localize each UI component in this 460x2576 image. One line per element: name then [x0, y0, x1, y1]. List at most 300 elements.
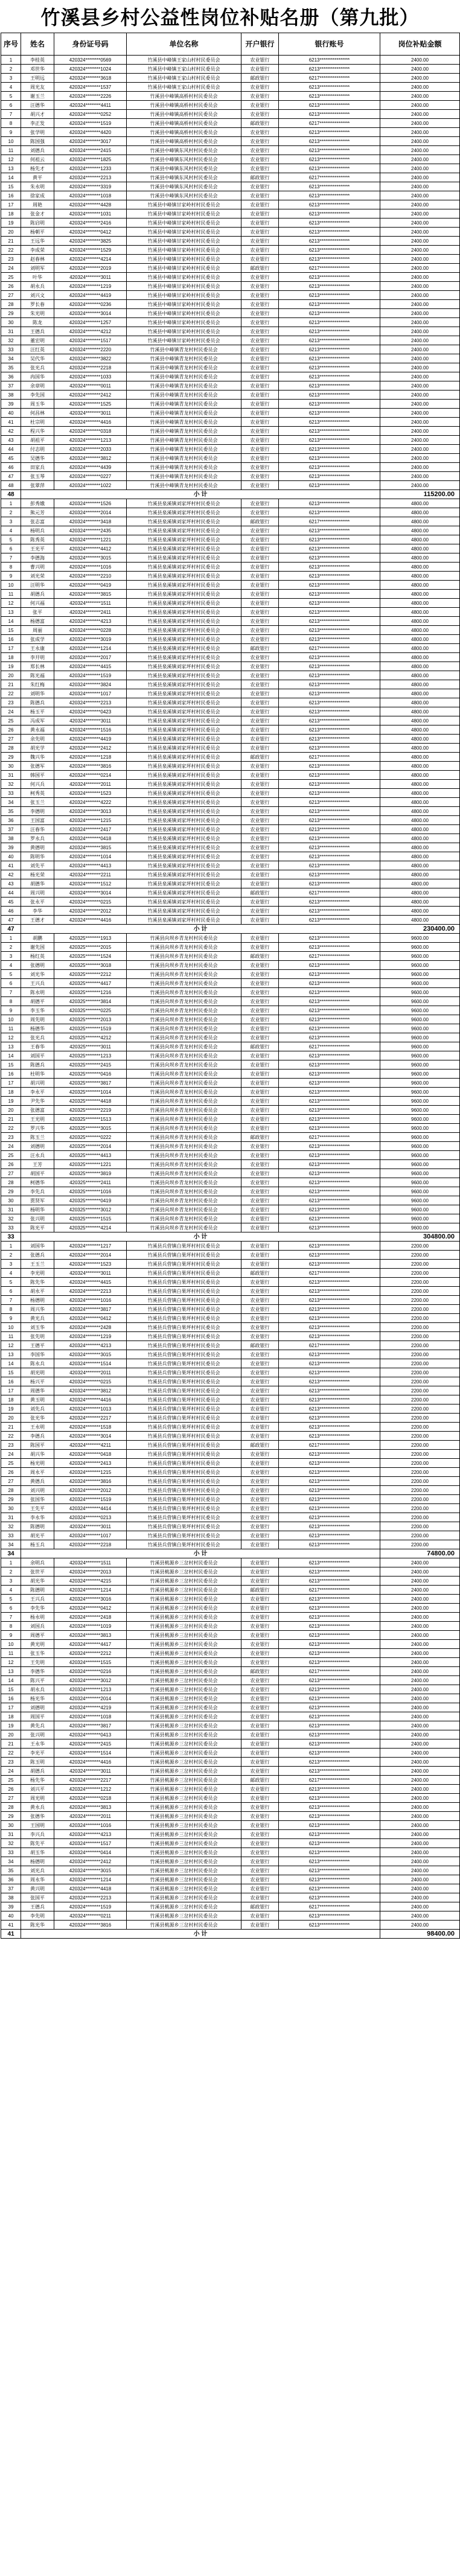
- cell-amount: 4800.00: [380, 780, 460, 789]
- cell-index: 3: [1, 1260, 21, 1269]
- cell-id-number: 420325********0416: [54, 1070, 127, 1079]
- cell-bank: 农业银行: [241, 771, 279, 780]
- cell-bank: 农业银行: [241, 852, 279, 861]
- cell-index: 6: [1, 544, 21, 553]
- cell-account: 6213****************: [279, 1097, 380, 1106]
- cell-id-number: 420324********1221: [54, 535, 127, 544]
- cell-name: 张永平: [21, 897, 54, 907]
- cell-index: 24: [1, 1767, 21, 1776]
- cell-id-number: 420324********4411: [54, 101, 127, 110]
- cell-name: 田家兵: [21, 463, 54, 472]
- cell-index: 3: [1, 1577, 21, 1586]
- cell-bank: 农业银行: [241, 1051, 279, 1060]
- cell-unit: 竹溪县中峰镇青龙村村民委员会: [127, 472, 241, 481]
- subtotal-row: [1, 1549, 460, 1558]
- cell-unit: 竹溪县泉溪镇刘家坪村村民委员会: [127, 861, 241, 870]
- cell-account: 6213****************: [279, 83, 380, 92]
- cell-unit: 竹溪县兵营镇白果坪村村民委员会: [127, 1486, 241, 1495]
- cell-amount: 2400.00: [380, 409, 460, 418]
- cell-id-number: 420324********2014: [54, 1694, 127, 1703]
- cell-unit: 竹溪县桃源乡三岔村村民委员会: [127, 1730, 241, 1739]
- cell-id-number: 420324********1519: [54, 119, 127, 128]
- cell-bank: 农业银行: [241, 970, 279, 979]
- table-row: [1, 1884, 460, 1893]
- table-row: [1, 961, 460, 970]
- cell-name: 张德富: [21, 1106, 54, 1115]
- cell-bank: 农业银行: [241, 1921, 279, 1930]
- cell-id-number: 420324********1214: [54, 1875, 127, 1884]
- cell-name: 李兴兵: [21, 1830, 54, 1839]
- cell-amount: 2400.00: [380, 164, 460, 173]
- cell-index: 10: [1, 1015, 21, 1024]
- cell-amount: 4800.00: [380, 544, 460, 553]
- cell-id-number: 420324********1016: [54, 563, 127, 572]
- cell-bank: 农业银行: [241, 1522, 279, 1531]
- cell-unit: 竹溪县泉溪镇刘家坪村村民委员会: [127, 888, 241, 897]
- table-row: [1, 1115, 460, 1124]
- table-row: [1, 1658, 460, 1667]
- cell-name: 柯秀英: [21, 789, 54, 798]
- cell-amount: 2400.00: [380, 237, 460, 246]
- cell-account: 6213****************: [279, 1830, 380, 1839]
- cell-account: 6213****************: [279, 635, 380, 644]
- cell-bank: 农业银行: [241, 599, 279, 608]
- cell-id-number: 420325********4212: [54, 1033, 127, 1042]
- cell-account: 6213****************: [279, 1884, 380, 1893]
- cell-id-number: 420324********3815: [54, 590, 127, 599]
- cell-name: 陈龙: [21, 318, 54, 327]
- cell-account: 6213****************: [279, 997, 380, 1006]
- cell-bank: 农业银行: [241, 934, 279, 943]
- table-row: [1, 309, 460, 318]
- cell-account: 6213****************: [279, 1622, 380, 1631]
- subtotal-label: 小 计: [21, 490, 380, 499]
- cell-bank: 农业银行: [241, 572, 279, 581]
- cell-unit: 竹溪县向坝乡青龙村村民委员会: [127, 988, 241, 997]
- cell-bank: 农业银行: [241, 1033, 279, 1042]
- cell-bank: 农业银行: [241, 907, 279, 916]
- cell-unit: 竹溪县兵营镇白果坪村村民委员会: [127, 1386, 241, 1395]
- cell-index: 16: [1, 635, 21, 644]
- cell-bank: 农业银行: [241, 1649, 279, 1658]
- cell-id-number: 420324********1825: [54, 155, 127, 164]
- cell-amount: 2400.00: [380, 1567, 460, 1577]
- table-row: [1, 173, 460, 182]
- cell-unit: 竹溪县中峰镇高桥村村民委员会: [127, 110, 241, 119]
- table-row: [1, 409, 460, 418]
- table-row: [1, 979, 460, 988]
- cell-name: 黄德兵: [21, 1477, 54, 1486]
- cell-index: 22: [1, 1749, 21, 1758]
- cell-account: 6213****************: [279, 1359, 380, 1368]
- cell-name: 胡国平: [21, 1169, 54, 1178]
- table-row: [1, 644, 460, 653]
- cell-name: 李玉华: [21, 1006, 54, 1015]
- cell-index: 30: [1, 1821, 21, 1830]
- cell-amount: 4800.00: [380, 599, 460, 608]
- cell-unit: 竹溪县泉溪镇刘家坪村村民委员会: [127, 825, 241, 834]
- cell-index: 8: [1, 1622, 21, 1631]
- cell-name: 刘明军: [21, 264, 54, 273]
- cell-amount: 9600.00: [380, 1033, 460, 1042]
- cell-index: 10: [1, 1640, 21, 1649]
- cell-id-number: 420325********1216: [54, 988, 127, 997]
- cell-id-number: 420325********1519: [54, 1024, 127, 1033]
- table-row: [1, 1332, 460, 1341]
- cell-name: 陈光华: [21, 1921, 54, 1930]
- cell-name: 黄光明: [21, 1640, 54, 1649]
- cell-amount: 2400.00: [380, 318, 460, 327]
- cell-account: 6213****************: [279, 1151, 380, 1160]
- cell-unit: 竹溪县兵营镇白果坪村村民委员会: [127, 1540, 241, 1549]
- cell-index: 8: [1, 563, 21, 572]
- cell-unit: 竹溪县泉溪镇刘家坪村村民委员会: [127, 879, 241, 888]
- cell-index: 37: [1, 1884, 21, 1893]
- table-row: [1, 1251, 460, 1260]
- cell-amount: 2400.00: [380, 454, 460, 463]
- cell-bank: 农业银行: [241, 1359, 279, 1368]
- cell-unit: 竹溪县向坝乡青龙村村民委员会: [127, 1088, 241, 1097]
- cell-index: 13: [1, 608, 21, 617]
- cell-account: 6213****************: [279, 155, 380, 164]
- cell-name: 张国华: [21, 1495, 54, 1504]
- cell-unit: 竹溪县中峰镇东风村村民委员会: [127, 146, 241, 155]
- cell-id-number: 420325********1513: [54, 1115, 127, 1124]
- cell-unit: 竹溪县桃源乡三岔村村民委员会: [127, 1821, 241, 1830]
- cell-name: 刘光荣: [21, 572, 54, 581]
- cell-amount: 4800.00: [380, 907, 460, 916]
- cell-unit: 竹溪县中峰镇青龙村村民委员会: [127, 463, 241, 472]
- col-header-account: 银行账号: [279, 33, 380, 56]
- cell-id-number: 420325********1221: [54, 1160, 127, 1169]
- cell-id-number: 420324********3822: [54, 354, 127, 363]
- table-row: [1, 445, 460, 454]
- cell-account: 6213****************: [279, 1911, 380, 1921]
- table-row: [1, 1160, 460, 1169]
- cell-bank: 邮政银行: [241, 1441, 279, 1450]
- cell-account: 6217****************: [279, 1667, 380, 1676]
- cell-account: 6213****************: [279, 870, 380, 879]
- cell-id-number: 420324********4439: [54, 463, 127, 472]
- cell-bank: 农业银行: [241, 762, 279, 771]
- cell-bank: 农业银行: [241, 1513, 279, 1522]
- table-row: [1, 418, 460, 427]
- cell-amount: 2400.00: [380, 155, 460, 164]
- cell-index: 20: [1, 1414, 21, 1423]
- cell-unit: 竹溪县中峰镇甘家岭村村民委员会: [127, 209, 241, 218]
- cell-index: 26: [1, 1785, 21, 1794]
- cell-name: 李桂英: [21, 56, 54, 65]
- cell-amount: 2400.00: [380, 1676, 460, 1685]
- cell-account: 6217****************: [279, 173, 380, 182]
- cell-id-number: 420325********3018: [54, 961, 127, 970]
- cell-id-number: 420324********1526: [54, 499, 127, 508]
- cell-amount: 2200.00: [380, 1459, 460, 1468]
- cell-name: 杨兴平: [21, 1377, 54, 1386]
- cell-id-number: 420324********2017: [54, 653, 127, 662]
- cell-index: 22: [1, 689, 21, 698]
- cell-id-number: 420324********0227: [54, 472, 127, 481]
- table-row: [1, 1441, 460, 1450]
- cell-amount: 2200.00: [380, 1341, 460, 1350]
- cell-bank: 农业银行: [241, 1178, 279, 1187]
- cell-unit: 竹溪县泉溪镇刘家坪村村民委员会: [127, 680, 241, 689]
- cell-bank: 农业银行: [241, 1558, 279, 1567]
- cell-id-number: 420324********4418: [54, 1884, 127, 1893]
- cell-amount: 4800.00: [380, 707, 460, 716]
- cell-bank: 农业银行: [241, 400, 279, 409]
- cell-account: 6213****************: [279, 807, 380, 816]
- cell-index: 23: [1, 1133, 21, 1142]
- cell-account: 6213****************: [279, 771, 380, 780]
- cell-bank: 农业银行: [241, 345, 279, 354]
- table-row: [1, 671, 460, 680]
- cell-index: 5: [1, 1595, 21, 1604]
- cell-name: 余明兵: [21, 1558, 54, 1567]
- cell-index: 1: [1, 1558, 21, 1567]
- cell-index: 48: [1, 481, 21, 490]
- cell-account: 6213****************: [279, 1758, 380, 1767]
- cell-account: 6213****************: [279, 255, 380, 264]
- cell-bank: 农业银行: [241, 372, 279, 381]
- cell-amount: 2200.00: [380, 1414, 460, 1423]
- cell-unit: 竹溪县中峰镇甘家岭村村民委员会: [127, 228, 241, 237]
- cell-id-number: 420325********0225: [54, 1006, 127, 1015]
- cell-bank: 农业银行: [241, 1821, 279, 1830]
- cell-amount: 9600.00: [380, 1024, 460, 1033]
- cell-name: 刘德明: [21, 1703, 54, 1712]
- cell-account: 6213****************: [279, 1685, 380, 1694]
- cell-amount: 2400.00: [380, 74, 460, 83]
- cell-id-number: 420324********1514: [54, 1749, 127, 1758]
- cell-id-number: 420324********1022: [54, 481, 127, 490]
- cell-name: 胡光明: [21, 1368, 54, 1377]
- cell-id-number: 420324********4222: [54, 798, 127, 807]
- cell-name: 胡德华: [21, 879, 54, 888]
- cell-unit: 竹溪县泉溪镇刘家坪村村民委员会: [127, 753, 241, 762]
- cell-name: 胡德平: [21, 997, 54, 1006]
- cell-index: 7: [1, 1613, 21, 1622]
- cell-unit: 竹溪县桃源乡三岔村村民委员会: [127, 1567, 241, 1577]
- cell-amount: 4800.00: [380, 825, 460, 834]
- cell-unit: 竹溪县向坝乡青龙村村民委员会: [127, 1097, 241, 1106]
- cell-name: 胡德兵: [21, 1767, 54, 1776]
- cell-id-number: 420324********0414: [54, 1848, 127, 1857]
- cell-unit: 竹溪县桃源乡三岔村村民委员会: [127, 1658, 241, 1667]
- table-row: [1, 65, 460, 74]
- cell-bank: 农业银行: [241, 418, 279, 427]
- cell-amount: 9600.00: [380, 970, 460, 979]
- cell-id-number: 420324********3012: [54, 1676, 127, 1685]
- cell-id-number: 420324********1512: [54, 879, 127, 888]
- cell-id-number: 420324********0569: [54, 56, 127, 65]
- cell-name: 张玉兰: [21, 798, 54, 807]
- cell-index: 20: [1, 228, 21, 237]
- cell-amount: 2400.00: [380, 1577, 460, 1586]
- cell-unit: 竹溪县泉溪镇刘家坪村村民委员会: [127, 707, 241, 716]
- cell-bank: 农业银行: [241, 1712, 279, 1721]
- cell-unit: 竹溪县中峰镇东风村村民委员会: [127, 182, 241, 191]
- cell-name: 魏兴华: [21, 753, 54, 762]
- cell-id-number: 420324********0011: [54, 381, 127, 391]
- cell-amount: 9600.00: [380, 1115, 460, 1124]
- cell-amount: 2400.00: [380, 1866, 460, 1875]
- cell-index: 19: [1, 1404, 21, 1414]
- cell-index: 39: [1, 400, 21, 409]
- cell-index: 4: [1, 961, 21, 970]
- cell-account: 6213****************: [279, 1875, 380, 1884]
- cell-bank: 农业银行: [241, 182, 279, 191]
- cell-name: 李先兵: [21, 1187, 54, 1196]
- cell-index: 41: [1, 861, 21, 870]
- cell-index: 30: [1, 762, 21, 771]
- cell-account: 6213****************: [279, 1305, 380, 1314]
- cell-account: 6213****************: [279, 481, 380, 490]
- cell-name: 张先明: [21, 1332, 54, 1341]
- cell-index: 5: [1, 970, 21, 979]
- cell-amount: 2400.00: [380, 1875, 460, 1884]
- subtotal-amount: 74800.00: [380, 1549, 460, 1558]
- cell-index: 21: [1, 1423, 21, 1432]
- cell-id-number: 420324********0423: [54, 707, 127, 716]
- cell-bank: 农业银行: [241, 662, 279, 671]
- cell-index: 3: [1, 952, 21, 961]
- cell-bank: 农业银行: [241, 581, 279, 590]
- cell-name: 周先明: [21, 1015, 54, 1024]
- cell-account: 6213****************: [279, 1567, 380, 1577]
- cell-unit: 竹溪县向坝乡青龙村村民委员会: [127, 1151, 241, 1160]
- cell-name: 胡玉华: [21, 1848, 54, 1857]
- cell-index: 2: [1, 65, 21, 74]
- cell-name: 周德平: [21, 1631, 54, 1640]
- cell-account: 6213****************: [279, 626, 380, 635]
- cell-amount: 9600.00: [380, 1051, 460, 1060]
- cell-amount: 2400.00: [380, 391, 460, 400]
- cell-id-number: 420324********2210: [54, 572, 127, 581]
- table-row: [1, 526, 460, 535]
- cell-unit: 竹溪县向坝乡青龙村村民委员会: [127, 934, 241, 943]
- cell-account: 6213****************: [279, 907, 380, 916]
- cell-bank: 农业银行: [241, 735, 279, 744]
- cell-account: 6213****************: [279, 1015, 380, 1024]
- table-row: [1, 436, 460, 445]
- cell-account: 6213****************: [279, 834, 380, 843]
- cell-unit: 竹溪县桃源乡三岔村村民委员会: [127, 1884, 241, 1893]
- cell-bank: 邮政银行: [241, 1341, 279, 1350]
- cell-account: 6213****************: [279, 572, 380, 581]
- cell-amount: 2400.00: [380, 1803, 460, 1812]
- cell-id-number: 420324********1024: [54, 65, 127, 74]
- cell-unit: 竹溪县向坝乡青龙村村民委员会: [127, 1187, 241, 1196]
- cell-id-number: 420324********2012: [54, 1486, 127, 1495]
- cell-id-number: 420324********3815: [54, 843, 127, 852]
- cell-index: 35: [1, 363, 21, 372]
- cell-index: 41: [1, 1921, 21, 1930]
- cell-index: 32: [1, 1214, 21, 1223]
- cell-index: 11: [1, 590, 21, 599]
- cell-amount: 9600.00: [380, 961, 460, 970]
- cell-amount: 2400.00: [380, 182, 460, 191]
- cell-bank: 农业银行: [241, 318, 279, 327]
- cell-name: 赵春林: [21, 255, 54, 264]
- cell-unit: 竹溪县向坝乡青龙村村民委员会: [127, 1115, 241, 1124]
- cell-account: 6213****************: [279, 1070, 380, 1079]
- cell-index: 45: [1, 897, 21, 907]
- table-row: [1, 463, 460, 472]
- cell-id-number: 420324********2014: [54, 508, 127, 517]
- cell-amount: 4800.00: [380, 888, 460, 897]
- cell-unit: 竹溪县兵营镇白果坪村村民委员会: [127, 1296, 241, 1305]
- table-row: [1, 1214, 460, 1223]
- cell-index: 9: [1, 1631, 21, 1640]
- cell-id-number: 420324********2435: [54, 526, 127, 535]
- cell-index: 31: [1, 327, 21, 336]
- cell-account: 6217****************: [279, 888, 380, 897]
- cell-name: 冉国华: [21, 372, 54, 381]
- cell-unit: 竹溪县兵营镇白果坪村村民委员会: [127, 1531, 241, 1540]
- cell-amount: 2400.00: [380, 110, 460, 119]
- cell-bank: 农业银行: [241, 1495, 279, 1504]
- cell-amount: 4800.00: [380, 662, 460, 671]
- table-row: [1, 825, 460, 834]
- cell-bank: 农业银行: [241, 1377, 279, 1386]
- cell-account: 6213****************: [279, 544, 380, 553]
- cell-account: 6213****************: [279, 1513, 380, 1522]
- cell-id-number: 420324********1013: [54, 1404, 127, 1414]
- table-row: [1, 1902, 460, 1911]
- cell-id-number: 420324********3015: [54, 1350, 127, 1359]
- cell-bank: 农业银行: [241, 680, 279, 689]
- cell-account: 6213****************: [279, 146, 380, 155]
- cell-id-number: 420324********1215: [54, 816, 127, 825]
- cell-amount: 2400.00: [380, 128, 460, 137]
- cell-account: 6213****************: [279, 1124, 380, 1133]
- cell-index: 13: [1, 1350, 21, 1359]
- cell-index: 15: [1, 1368, 21, 1377]
- cell-id-number: 420324********0211: [54, 1911, 127, 1921]
- cell-account: 6213****************: [279, 354, 380, 363]
- cell-id-number: 420324********3011: [54, 409, 127, 418]
- cell-index: 28: [1, 300, 21, 309]
- table-row: [1, 798, 460, 807]
- cell-name: 陈德明: [21, 1522, 54, 1531]
- cell-name: 王先明: [21, 1658, 54, 1667]
- cell-amount: 2400.00: [380, 1694, 460, 1703]
- table-row: [1, 1006, 460, 1015]
- table-row: [1, 1504, 460, 1513]
- cell-index: 34: [1, 354, 21, 363]
- table-row: [1, 427, 460, 436]
- cell-bank: 农业银行: [241, 101, 279, 110]
- cell-bank: 农业银行: [241, 309, 279, 318]
- cell-amount: 2400.00: [380, 209, 460, 218]
- cell-account: 6213****************: [279, 1314, 380, 1323]
- cell-unit: 竹溪县桃源乡三岔村村民委员会: [127, 1857, 241, 1866]
- cell-id-number: 420324********1219: [54, 282, 127, 291]
- cell-name: 周光友: [21, 83, 54, 92]
- cell-amount: 2400.00: [380, 1794, 460, 1803]
- cell-unit: 竹溪县兵营镇白果坪村村民委员会: [127, 1323, 241, 1332]
- table-row: [1, 725, 460, 735]
- cell-amount: 2200.00: [380, 1269, 460, 1278]
- cell-account: 6213****************: [279, 1251, 380, 1260]
- cell-unit: 竹溪县向坝乡青龙村村民委员会: [127, 1106, 241, 1115]
- cell-unit: 竹溪县中峰镇青龙村村民委员会: [127, 418, 241, 427]
- cell-id-number: 420324********4416: [54, 916, 127, 925]
- table-row: [1, 689, 460, 698]
- cell-account: 6213****************: [279, 852, 380, 861]
- table-row: [1, 852, 460, 861]
